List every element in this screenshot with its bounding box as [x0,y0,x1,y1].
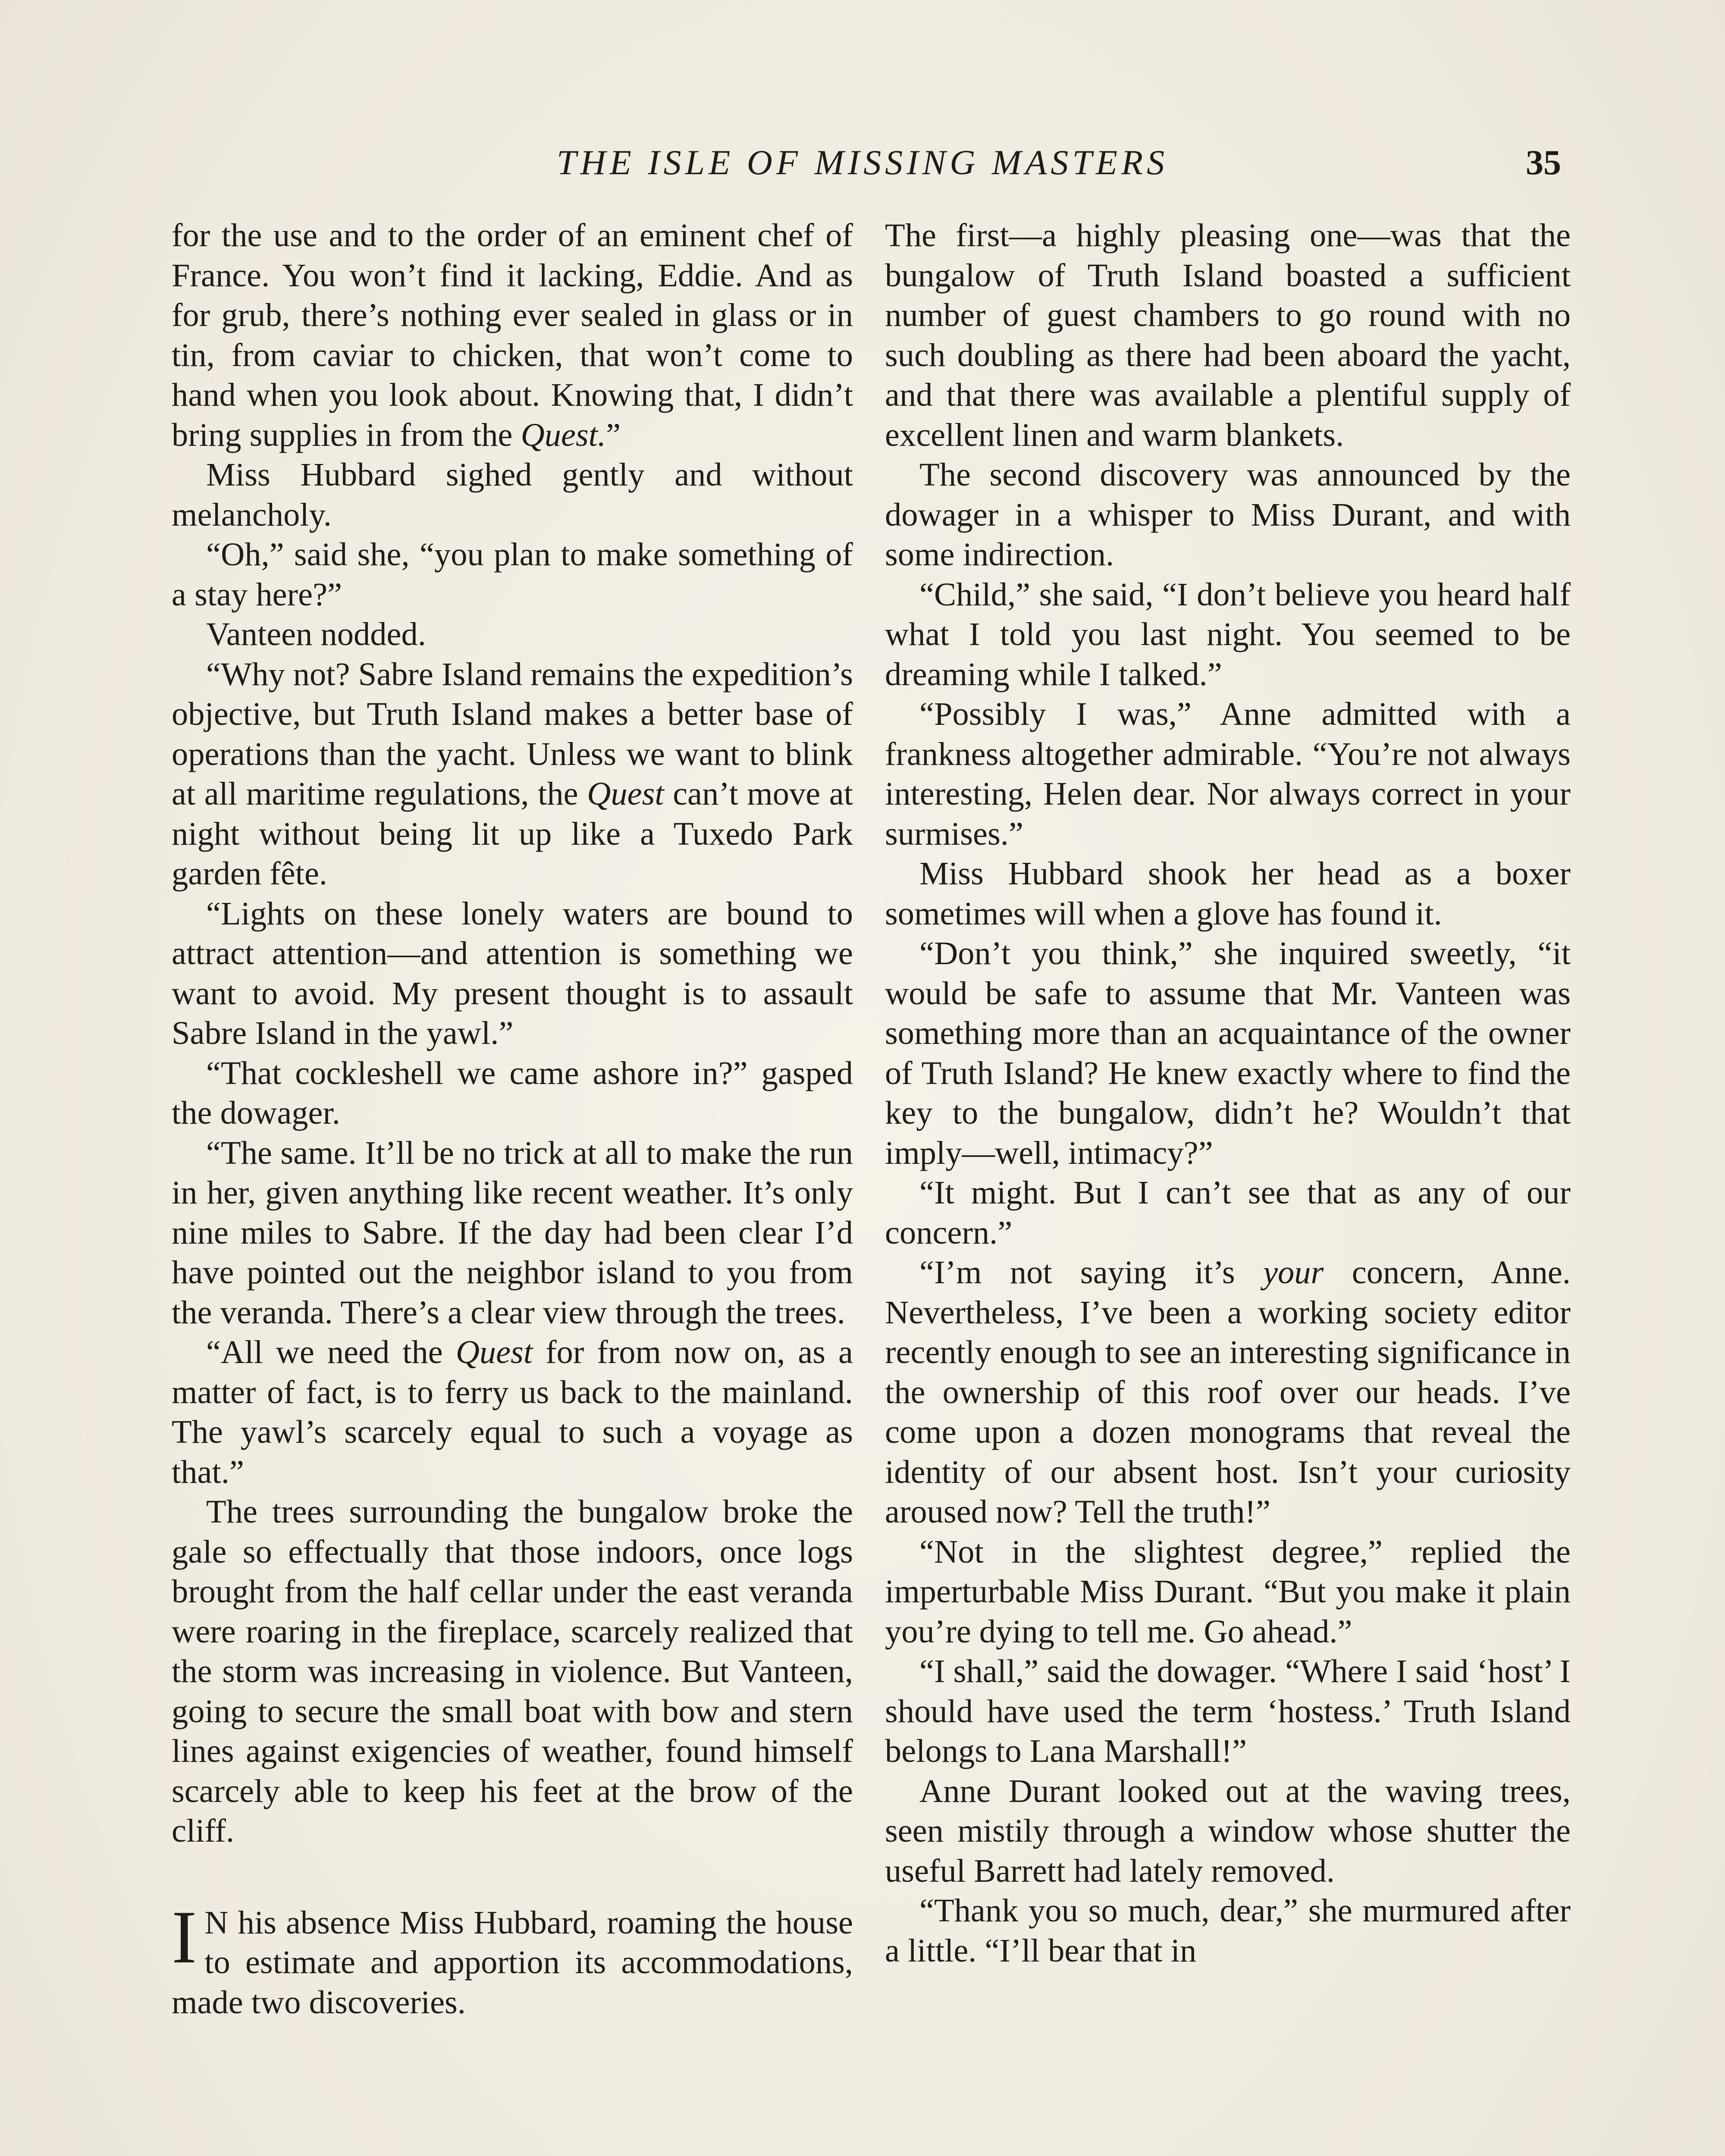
drop-cap: I [172,1895,197,1979]
paragraph: for the use and to the order of an eminent chef of France. You won’t find it lacking, Eddie. And as for grub, there’s nothing ever sealed in glass or in tin, from caviar to chicken, that won’t come to hand when you look about. Knowing that, I didn’t bring supplies in from the Quest.” [172,217,853,453]
paragraph: “That cockleshell we came ashore in?” gasped the dowager. [172,1054,853,1131]
paragraph: “Oh,” said she, “you plan to make something of a stay here?” [172,536,853,613]
paragraph: “Lights on these lonely waters are bound to attract attention—and attention is something we want to avoid. My present thought is to assault Sabre Island in the yawl.” [172,895,853,1051]
right-text-column [885,216,1571,1971]
paragraph: The second discovery was announced by the dowager in a whisper to Miss Durant, and with some indirection. [885,456,1571,573]
paragraph: The trees surrounding the bungalow broke the gale so effectually that those indoors, once logs brought from the half cellar under the east veranda were roaring in the fireplace, scarcely realized that the storm was increasing in violence. But Vanteen, going to secure the small boat with bow and stern lines against exigencies of weather, found himself scarcely able to keep his feet at the brow of the cliff. [172,1493,853,1849]
page-number: 35 [1526,143,1561,182]
paragraph: “Don’t you think,” she inquired sweetly, “it would be safe to assume that Mr. Vanteen was something more than an acquaintance of the owner of Truth Island? He knew exactly where to find the key to the bungalow, didn’t he? Wouldn’t that imply—well, intimacy?” [885,935,1571,1171]
section-opening-paragraph: I N his absence Miss Hubbard, roaming the house to estimate and apportion its accommodations, made two discoveries. [172,1895,853,2021]
paragraph: “I shall,” said the dowager. “Where I said ‘host’ I should have used the term ‘hostess.’ Truth Island belongs to Lana Marshall!” [885,1653,1571,1769]
paragraph: The first—a highly pleasing one—was that the bungalow of Truth Island boasted a sufficient number of guest chambers to go round with no such doubling as there had been aboard the yacht, and that there was available a plentiful supply of excellent linen and warm blankets. [885,217,1571,453]
paragraph: “Thank you so much, dear,” she murmured after a little. “I’ll bear that in [885,1892,1571,1969]
paragraph: “The same. It’ll be no trick at all to make the run in her, given anything like recent weather. It’s only nine miles to Sabre. If the day had been clear I’d have pointed out the neighbor island to you from the veranda. There’s a clear view through the trees. [172,1134,853,1331]
running-head-title: THE ISLE OF MISSING MASTERS [556,143,1169,182]
paragraph: “Possibly I was,” Anne admitted with a frankness altogether admirable. “You’re not always interesting, Helen dear. Nor always correct in your surmises.” [885,696,1571,852]
paragraph: “Child,” she said, “I don’t believe you heard half what I told you last night. You seemed to be dreaming while I talked.” [885,576,1571,693]
paragraph: “Why not? Sabre Island remains the expedition’s objective, but Truth Island makes a better base of operations than the yacht. Unless we want to blink at all maritime regulations, the Quest can’t move at night without being lit up like a Tuxedo Park garden fête. [172,655,853,892]
paragraph: “It might. But I can’t see that as any of our concern.” [885,1174,1571,1251]
paragraph: Vanteen nodded. [206,616,426,652]
paragraph: “I’m not saying it’s your concern, Anne. Nevertheless, I’ve been a working society editor recently enough to see an interesting significance in the ownership of this roof over our heads. I’ve come upon a dozen monograms that reveal the identity of our absent host. Isn’t your curiosity aroused now? Tell the truth!” [885,1254,1571,1530]
paragraph: “Not in the slightest degree,” replied the imperturbable Miss Durant. “But you make it plain you’re dying to tell me. Go ahead.” [885,1533,1571,1650]
paragraph: “All we need the Quest for from now on, as a matter of fact, is to ferry us back to the mainland. The yawl’s scarcely equal to such a voyage as that.” [172,1334,853,1490]
left-text-column [172,216,853,2022]
paragraph: Miss Hubbard shook her head as a boxer sometimes will when a glove has found it. [885,855,1571,932]
paragraph: Anne Durant looked out at the waving trees, seen mistily through a window whose shutter the useful Barrett had lately removed. [885,1772,1571,1889]
paragraph: Miss Hubbard sighed gently and without melancholy. [172,456,853,533]
